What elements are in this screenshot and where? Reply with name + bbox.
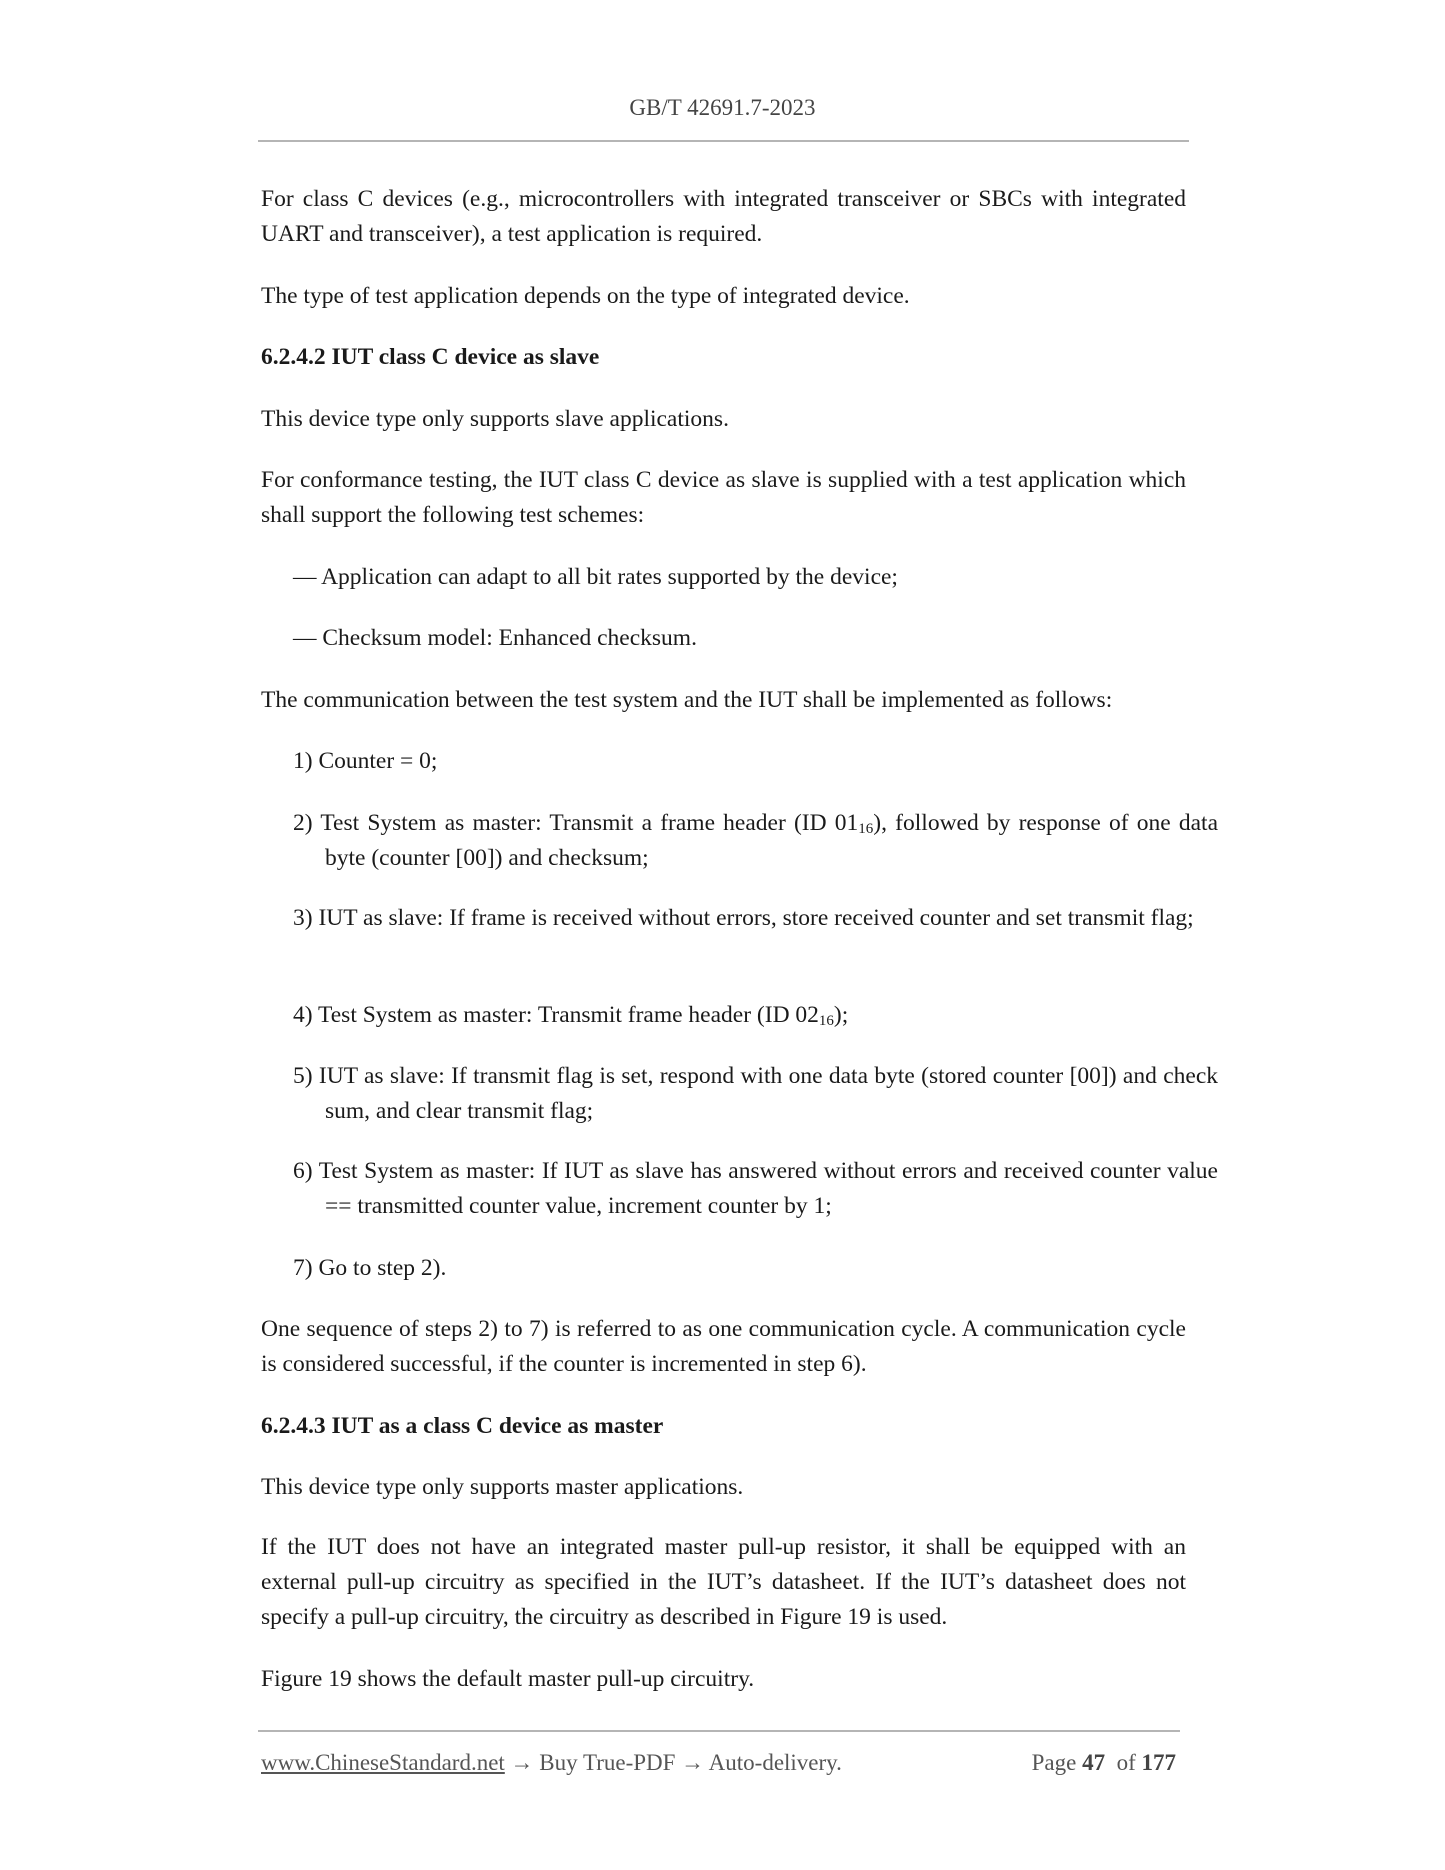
section-heading: 6.2.4.2 IUT class C device as slave bbox=[261, 344, 600, 370]
step-item bbox=[293, 998, 1218, 1033]
header-divider bbox=[258, 140, 1189, 142]
step-text: ); bbox=[833, 1002, 849, 1028]
step-item: 5) IUT as slave: If transmit flag is set, respond with one data byte (stored counter [00]) and check sum, and clear transmit flag; bbox=[293, 1063, 1218, 1124]
step-item: 1) Counter = 0; bbox=[293, 748, 438, 774]
step-item: 7) Go to step 2). bbox=[293, 1255, 447, 1281]
footer-divider bbox=[258, 1730, 1180, 1732]
footer bbox=[261, 1750, 1176, 1776]
step-item bbox=[293, 806, 1218, 876]
section-heading: 6.2.4.3 IUT as a class C device as master bbox=[261, 1413, 664, 1439]
website-link[interactable]: www.ChineseStandard.net bbox=[261, 1750, 505, 1775]
document-id-header: GB/T 42691.7-2023 bbox=[629, 95, 816, 120]
step-text: 2) Test System as master: Transmit a frame header (ID 01 bbox=[293, 810, 859, 836]
paragraph: Figure 19 shows the default master pull-up circuitry. bbox=[261, 1666, 755, 1692]
subscript: 16 bbox=[858, 821, 874, 837]
footer-promo bbox=[261, 1750, 842, 1776]
step-text: ), followed by response of one data byte (counter [00]) and checksum; bbox=[325, 810, 1218, 871]
bullet-item: — Checksum model: Enhanced checksum. bbox=[293, 625, 697, 651]
step-item: 3) IUT as slave: If frame is received without errors, store received counter and set transmit flag; bbox=[293, 905, 1194, 931]
bullet-item: — Application can adapt to all bit rates supported by the device; bbox=[293, 564, 898, 590]
promo-text: → Buy True-PDF → Auto-delivery. bbox=[504, 1750, 842, 1775]
paragraph: One sequence of steps 2) to 7) is referred to as one communication cycle. A communication cycle is considered successful, if the counter is incremented in step 6). bbox=[261, 1316, 1186, 1377]
page-total: 177 bbox=[1141, 1750, 1176, 1775]
paragraph: If the IUT does not have an integrated master pull-up resistor, it shall be equipped with an external pull-up circuitry as specified in the IUT’s datasheet. If the IUT’s datasheet does not specify a pull-up circuitry, the circuitry as described in Figure 19 is used. bbox=[261, 1534, 1186, 1630]
paragraph: This device type only supports slave applications. bbox=[261, 406, 729, 432]
paragraph: The communication between the test system and the IUT shall be implemented as follows: bbox=[261, 687, 1113, 713]
paragraph: For conformance testing, the IUT class C device as slave is supplied with a test application which shall support the following test schemes: bbox=[261, 467, 1186, 528]
paragraph: The type of test application depends on the type of integrated device. bbox=[261, 283, 910, 309]
of-label: of bbox=[1116, 1750, 1136, 1775]
page-number: 47 bbox=[1082, 1750, 1106, 1775]
step-text: 4) Test System as master: Transmit frame header (ID 02 bbox=[293, 1002, 819, 1028]
step-item: 6) Test System as master: If IUT as slave has answered without errors and received counter value == transmitted counter value, increment counter by 1; bbox=[293, 1158, 1218, 1219]
paragraph: This device type only supports master applications. bbox=[261, 1474, 744, 1500]
subscript: 16 bbox=[818, 1013, 834, 1029]
paragraph: For class C devices (e.g., microcontrollers with integrated transceiver or SBCs with integrated UART and transceiver), a test application is required. bbox=[261, 186, 1186, 247]
page-label: Page bbox=[1031, 1750, 1077, 1775]
page-indicator bbox=[1032, 1750, 1176, 1776]
